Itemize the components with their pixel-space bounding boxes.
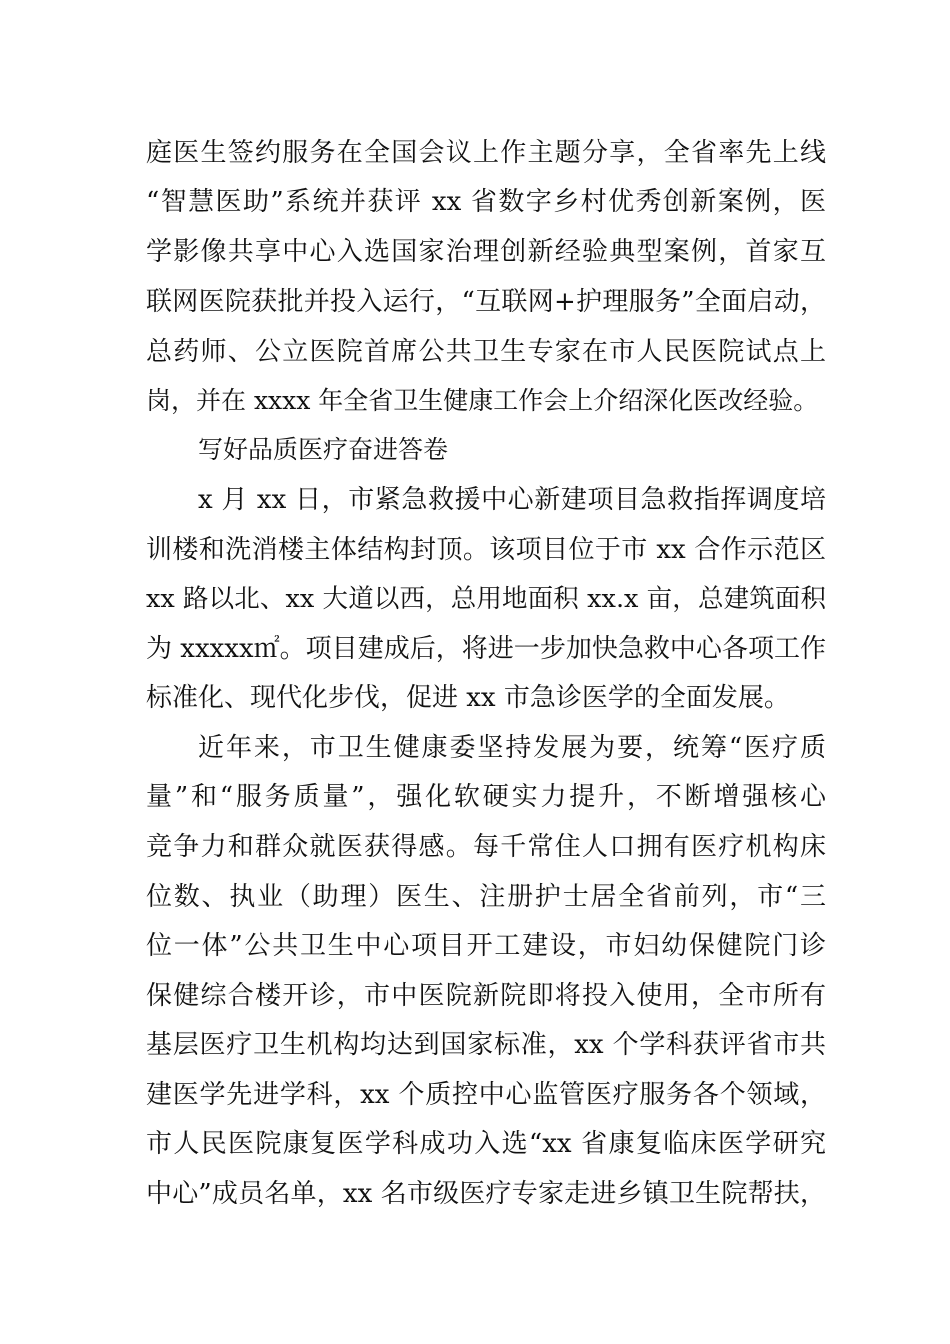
text-line: 量”和“服务质量”，强化软硬实力提升，不断增强核心 (146, 782, 826, 812)
text-line: 市人民医院康复医学科成功入选“xx 省康复临床医学研究 (146, 1129, 826, 1159)
text-line: 为 xxxxx㎡。项目建成后，将进一步加快急救中心各项工作 (146, 634, 826, 664)
text-line: 学影像共享中心入选国家治理创新经验典型案例，首家互 (146, 237, 826, 267)
text-line: 位数、执业（助理）医生、注册护士居全省前列，市“三 (146, 882, 826, 912)
text-line: 训楼和洗消楼主体结构封顶。该项目位于市 xx 合作示范区 (146, 535, 826, 565)
text-line: 联网医院获批并投入运行，“互联网+护理服务”全面启动， (146, 287, 826, 317)
section-heading: 写好品质医疗奋进答卷 (198, 435, 449, 464)
text-line: 近年来，市卫生健康委坚持发展为要，统筹“医疗质 (198, 733, 826, 763)
text-line: 庭医生签约服务在全国会议上作主题分享，全省率先上线 (146, 138, 826, 168)
text-line: xx 路以北、xx 大道以西，总用地面积 xx.x 亩，总建筑面积 (146, 584, 826, 614)
text-line: 保健综合楼开诊，市中医院新院即将投入使用，全市所有 (146, 981, 826, 1011)
text-line: x 月 xx 日，市紧急救援中心新建项目急救指挥调度培 (198, 485, 826, 515)
text-line: “智慧医助”系统并获评 xx 省数字乡村优秀创新案例，医 (146, 187, 826, 217)
text-line: 位一体”公共卫生中心项目开工建设，市妇幼保健院门诊 (146, 931, 826, 961)
text-line: 建医学先进学科，xx 个质控中心监管医疗服务各个领域， (146, 1080, 826, 1110)
text-line: 中心”成员名单，xx 名市级医疗专家走进乡镇卫生院帮扶， (146, 1179, 826, 1209)
text-line: 竞争力和群众就医获得感。每千常住人口拥有医疗机构床 (146, 832, 826, 862)
text-line: 基层医疗卫生机构均达到国家标准，xx 个学科获评省市共 (146, 1030, 826, 1060)
text-line: 总药师、公立医院首席公共卫生专家在市人民医院试点上 (146, 337, 826, 367)
text-line: 岗，并在 xxxx 年全省卫生健康工作会上介绍深化医改经验。 (146, 386, 819, 415)
text-line: 标准化、现代化步伐，促进 xx 市急诊医学的全面发展。 (146, 683, 790, 713)
